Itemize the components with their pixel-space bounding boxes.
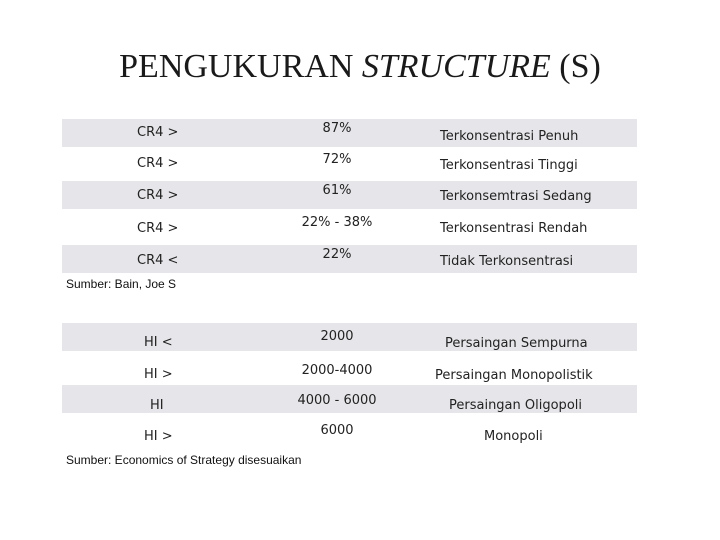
category-cell: Monopoli — [484, 429, 543, 444]
table-row — [62, 245, 637, 273]
page-title — [0, 48, 720, 86]
category-cell: Tidak Terkonsentrasi — [440, 254, 574, 269]
category-cell: Terkonsentrasi Tinggi — [440, 158, 578, 173]
table-row — [62, 417, 637, 445]
title-italic: STRUCTURE — [361, 48, 551, 85]
category-cell: Persaingan Sempurna — [445, 336, 588, 351]
value-cell: 4000 - 6000 — [297, 393, 377, 408]
table-row — [62, 355, 637, 383]
indicator-cell: CR4 > — [137, 156, 179, 171]
table-row — [62, 323, 637, 351]
table-row — [62, 150, 637, 178]
table-row — [62, 385, 637, 413]
indicator-cell: CR4 < — [137, 253, 179, 268]
title-suffix: (S) — [550, 48, 601, 85]
value-cell: 2000 — [320, 329, 354, 344]
value-cell: 87% — [322, 121, 352, 136]
indicator-cell: CR4 > — [137, 221, 179, 236]
indicator-cell: HI — [150, 398, 164, 413]
table-row — [62, 119, 637, 147]
indicator-cell: HI < — [144, 335, 173, 350]
indicator-cell: CR4 > — [137, 125, 179, 140]
table-row — [62, 181, 637, 209]
value-cell: 72% — [322, 152, 352, 167]
value-cell: 22% - 38% — [301, 215, 373, 230]
indicator-cell: HI > — [144, 367, 173, 382]
source-note-cr4: Sumber: Bain, Joe S — [66, 277, 177, 291]
category-cell: Terkonsemtrasi Sedang — [440, 189, 592, 204]
value-cell: 6000 — [320, 423, 354, 438]
value-cell: 2000-4000 — [301, 363, 373, 378]
indicator-cell: HI > — [144, 429, 173, 444]
source-note-hi: Sumber: Economics of Strategy disesuaikan — [66, 453, 302, 467]
value-cell: 61% — [322, 183, 352, 198]
table-row — [62, 213, 637, 241]
indicator-cell: CR4 > — [137, 188, 179, 203]
category-cell: Persaingan Monopolistik — [435, 368, 593, 383]
category-cell: Persaingan Oligopoli — [449, 398, 582, 413]
value-cell: 22% — [322, 247, 352, 262]
category-cell: Terkonsentrasi Penuh — [440, 129, 579, 144]
title-main: PENGUKURAN — [119, 48, 362, 85]
category-cell: Terkonsentrasi Rendah — [440, 221, 588, 236]
